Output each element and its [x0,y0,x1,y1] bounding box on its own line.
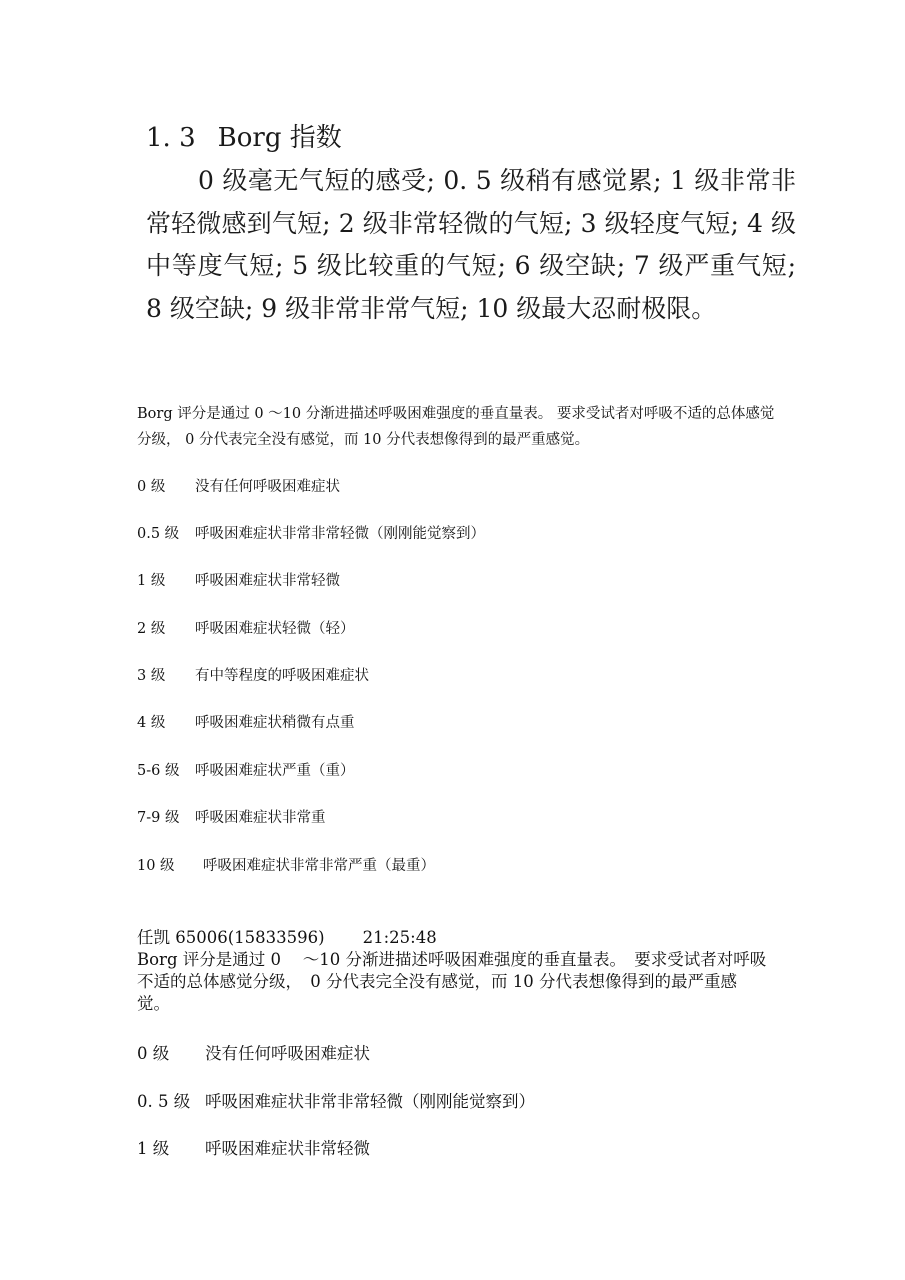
level-label: 0. 5 级 [137,1092,191,1111]
level-row [137,761,355,781]
level-label: 0 级 [137,479,166,495]
level-label: 1 级 [137,573,166,589]
chat-level-row [137,1043,370,1065]
level-description: 呼吸困难症状严重（重） [195,763,355,779]
level-label: 1 级 [137,1139,170,1158]
borg-description [137,401,777,453]
level-description: 呼吸困难症状非常非常轻微（刚刚能觉察到） [195,526,485,542]
level-row [137,856,435,876]
section-number: 1. 3 [146,123,196,153]
level-description: 呼吸困难症状轻微（轻） [195,621,355,637]
level-row [137,477,340,497]
level-label: 0.5 级 [137,526,180,542]
level-description: 没有任何呼吸困难症状 [205,1044,370,1063]
chat-sender: 任凯 65006(15833596) [137,928,325,947]
level-description: 呼吸困难症状非常重 [195,810,326,826]
level-row [137,666,369,686]
level-label: 5-6 级 [137,763,180,779]
chat-timestamp: 21:25:48 [362,928,437,947]
level-label: 4 级 [137,715,166,731]
level-label: 7-9 级 [137,810,180,826]
level-row [137,571,340,591]
level-description: 呼吸困难症状非常非常轻微（刚刚能觉察到） [205,1092,535,1111]
section-title: Borg 指数 [217,123,342,153]
level-row [137,524,485,544]
chat-message-header [137,927,437,949]
level-row [137,619,355,639]
level-description: 呼吸困难症状非常非常严重（最重） [203,858,435,874]
level-label: 0 级 [137,1044,170,1063]
level-row [137,808,326,828]
chat-level-row [137,1091,535,1113]
section-heading [146,120,796,160]
level-label: 10 级 [137,858,175,874]
chat-message-body: Borg 评分是通过 0 ～10 分渐进描述呼吸困难强度的垂直量表。 要求受试者对呼吸不适的总体感觉分级， 0 分代表完全没有感觉，而 10 分代表想像得到的最严重感觉。 [137,950,767,1013]
excerpt-paragraph: 0 级毫无气短的感受; 0. 5 级稍有感觉累; 1 级非常非常轻微感到气短; 2 级非常轻微的气短; 3 级轻度气短; 4 级中等度气短; 5 级比较重的气短; 6 级空缺; 7 级严重气短; 8 级空缺; 9 级非常非常气短; 10 级最大忍耐极限。 [146,166,796,323]
level-description: 呼吸困难症状非常轻微 [195,573,340,589]
level-description: 呼吸困难症状稍微有点重 [195,715,355,731]
level-description: 没有任何呼吸困难症状 [195,479,340,495]
level-label: 2 级 [137,621,166,637]
level-description: 呼吸困难症状非常轻微 [205,1139,370,1158]
level-label: 3 级 [137,668,166,684]
scanned-excerpt [146,120,796,330]
level-row [137,713,355,733]
chat-level-row [137,1138,370,1160]
level-description: 有中等程度的呼吸困难症状 [195,668,369,684]
borg-intro-paragraph: Borg 评分是通过 0 ～10 分渐进描述呼吸困难强度的垂直量表。 要求受试者对呼吸不适的总体感觉分级， 0 分代表完全没有感觉，而 10 分代表想像得到的最严重感觉。 [137,406,775,448]
